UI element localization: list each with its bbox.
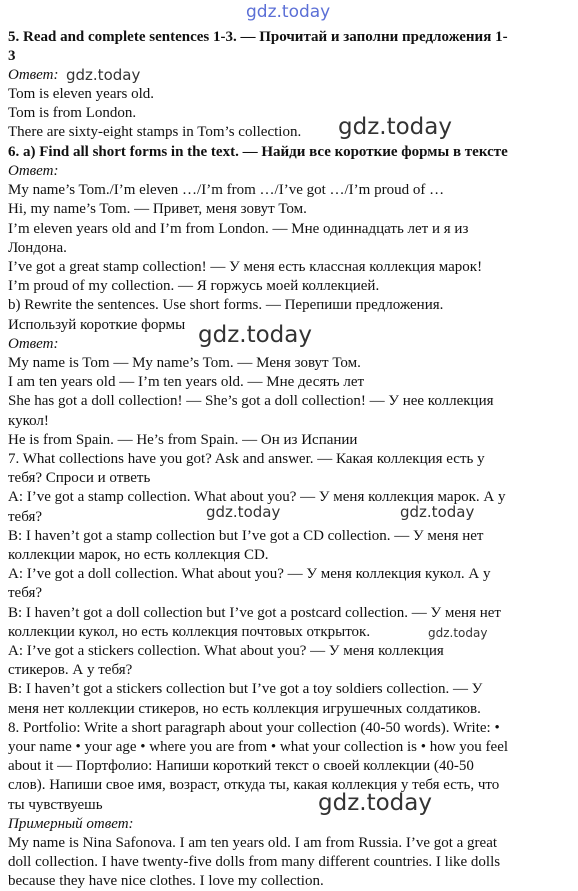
text-line: I’ve got a great stamp collection! — У меня есть классная коллекция марок! — [8, 259, 483, 275]
task-heading-cont: 3 — [8, 48, 16, 64]
watermark: gdz.today — [338, 114, 452, 140]
text-line: I’m eleven years old and I’m from London. — Мне одиннадцать лет и я из — [8, 221, 469, 237]
text-line: Tom is eleven years old. — [8, 86, 154, 102]
watermark: gdz.today — [66, 66, 141, 84]
text-line: b) Rewrite the sentences. Use short forms. — Перепиши предложения. — [8, 297, 444, 313]
watermark: gdz.today — [400, 503, 475, 521]
text-line: Hi, my name’s Tom. — Привет, меня зовут Том. — [8, 201, 307, 217]
task-heading: 5. Read and complete sentences 1-3. — Прочитай и заполни предложения 1- — [8, 29, 508, 45]
text-line: стикеров. А у тебя? — [8, 662, 133, 678]
text-line: B: I haven’t got a doll collection but I’ve got a postcard collection. — У меня нет — [8, 605, 501, 621]
answer-label: Ответ: — [8, 67, 59, 83]
text-line: слов). Напиши свое имя, возраст, откуда ты, какая коллекция у тебя есть, что — [8, 777, 500, 793]
text-line: B: I haven’t got a stickers collection but I’ve got a toy soldiers collection. — У — [8, 681, 483, 697]
watermark: gdz.today — [198, 322, 312, 348]
text-line: Лондона. — [8, 240, 67, 256]
text-line: тебя? Спроси и ответь — [8, 470, 151, 486]
text-line: B: I haven’t got a stamp collection but I’ve got a CD collection. — У меня нет — [8, 528, 484, 544]
text-line: коллекции марок, но есть коллекция CD. — [8, 547, 269, 563]
text-line: меня нет коллекции стикеров, но есть коллекция игрушечных солдатиков. — [8, 701, 481, 717]
text-line: кукол! — [8, 413, 49, 429]
text-line: ты чувствуешь — [8, 797, 103, 813]
text-line: My name is Tom — My name’s Tom. — Меня зовут Том. — [8, 355, 361, 371]
answer-label: Ответ: — [8, 163, 59, 179]
text-line: Используй короткие формы — [8, 317, 186, 333]
text-line: 8. Portfolio: Write a short paragraph about your collection (40-50 words). Write: • — [8, 720, 500, 736]
text-line: A: I’ve got a stickers collection. What about you? — У меня коллекция — [8, 643, 444, 659]
text-line: about it — Портфолио: Напиши короткий текст о своей коллекции (40-50 — [8, 758, 474, 774]
watermark: gdz.today — [428, 626, 488, 640]
text-line: She has got a doll collection! — She’s got a doll collection! — У нее коллекция — [8, 393, 494, 409]
text-line: I am ten years old — I’m ten years old. — Мне десять лет — [8, 374, 365, 390]
sample-answer-label: Примерный ответ: — [8, 816, 134, 832]
text-line: My name’s Tom./I’m eleven …/I’m from …/I’ve got …/I’m proud of … — [8, 182, 445, 198]
text-line: There are sixty-eight stamps in Tom’s collection. — [8, 124, 302, 140]
text-line: your name • your age • where you are from • what your collection is • how you feel — [8, 739, 509, 755]
text-line: A: I’ve got a doll collection. What about you? — У меня коллекция кукол. А у — [8, 566, 491, 582]
task-heading: 6. a) Find all short forms in the text. — Найди все короткие формы в тексте — [8, 144, 508, 160]
watermark: gdz.today — [206, 503, 281, 521]
text-line: A: I’ve got a stamp collection. What about you? — У меня коллекция марок. А у — [8, 489, 506, 505]
text-line: doll collection. I have twenty-five dolls from many different countries. I like dolls — [8, 854, 501, 870]
text-line: He is from Spain. — He’s from Spain. — Он из Испании — [8, 432, 358, 448]
text-line: тебя? — [8, 585, 43, 601]
watermark: gdz.today — [318, 790, 432, 816]
text-line: I’m proud of my collection. — Я горжусь моей коллекцией. — [8, 278, 380, 294]
text-line: тебя? — [8, 509, 43, 525]
answer-label: Ответ: — [8, 336, 59, 352]
watermark-top: gdz.today — [246, 2, 331, 22]
text-line: 7. What collections have you got? Ask and answer. — Какая коллекция есть у — [8, 451, 485, 467]
text-line: My name is Nina Safonova. I am ten years old. I am from Russia. I’ve got a great — [8, 835, 498, 851]
text-line: because they have nice clothes. I love my collection. — [8, 873, 324, 889]
text-line: коллекции кукол, но есть коллекция почтовых открыток. — [8, 624, 371, 640]
text-line: Tom is from London. — [8, 105, 137, 121]
